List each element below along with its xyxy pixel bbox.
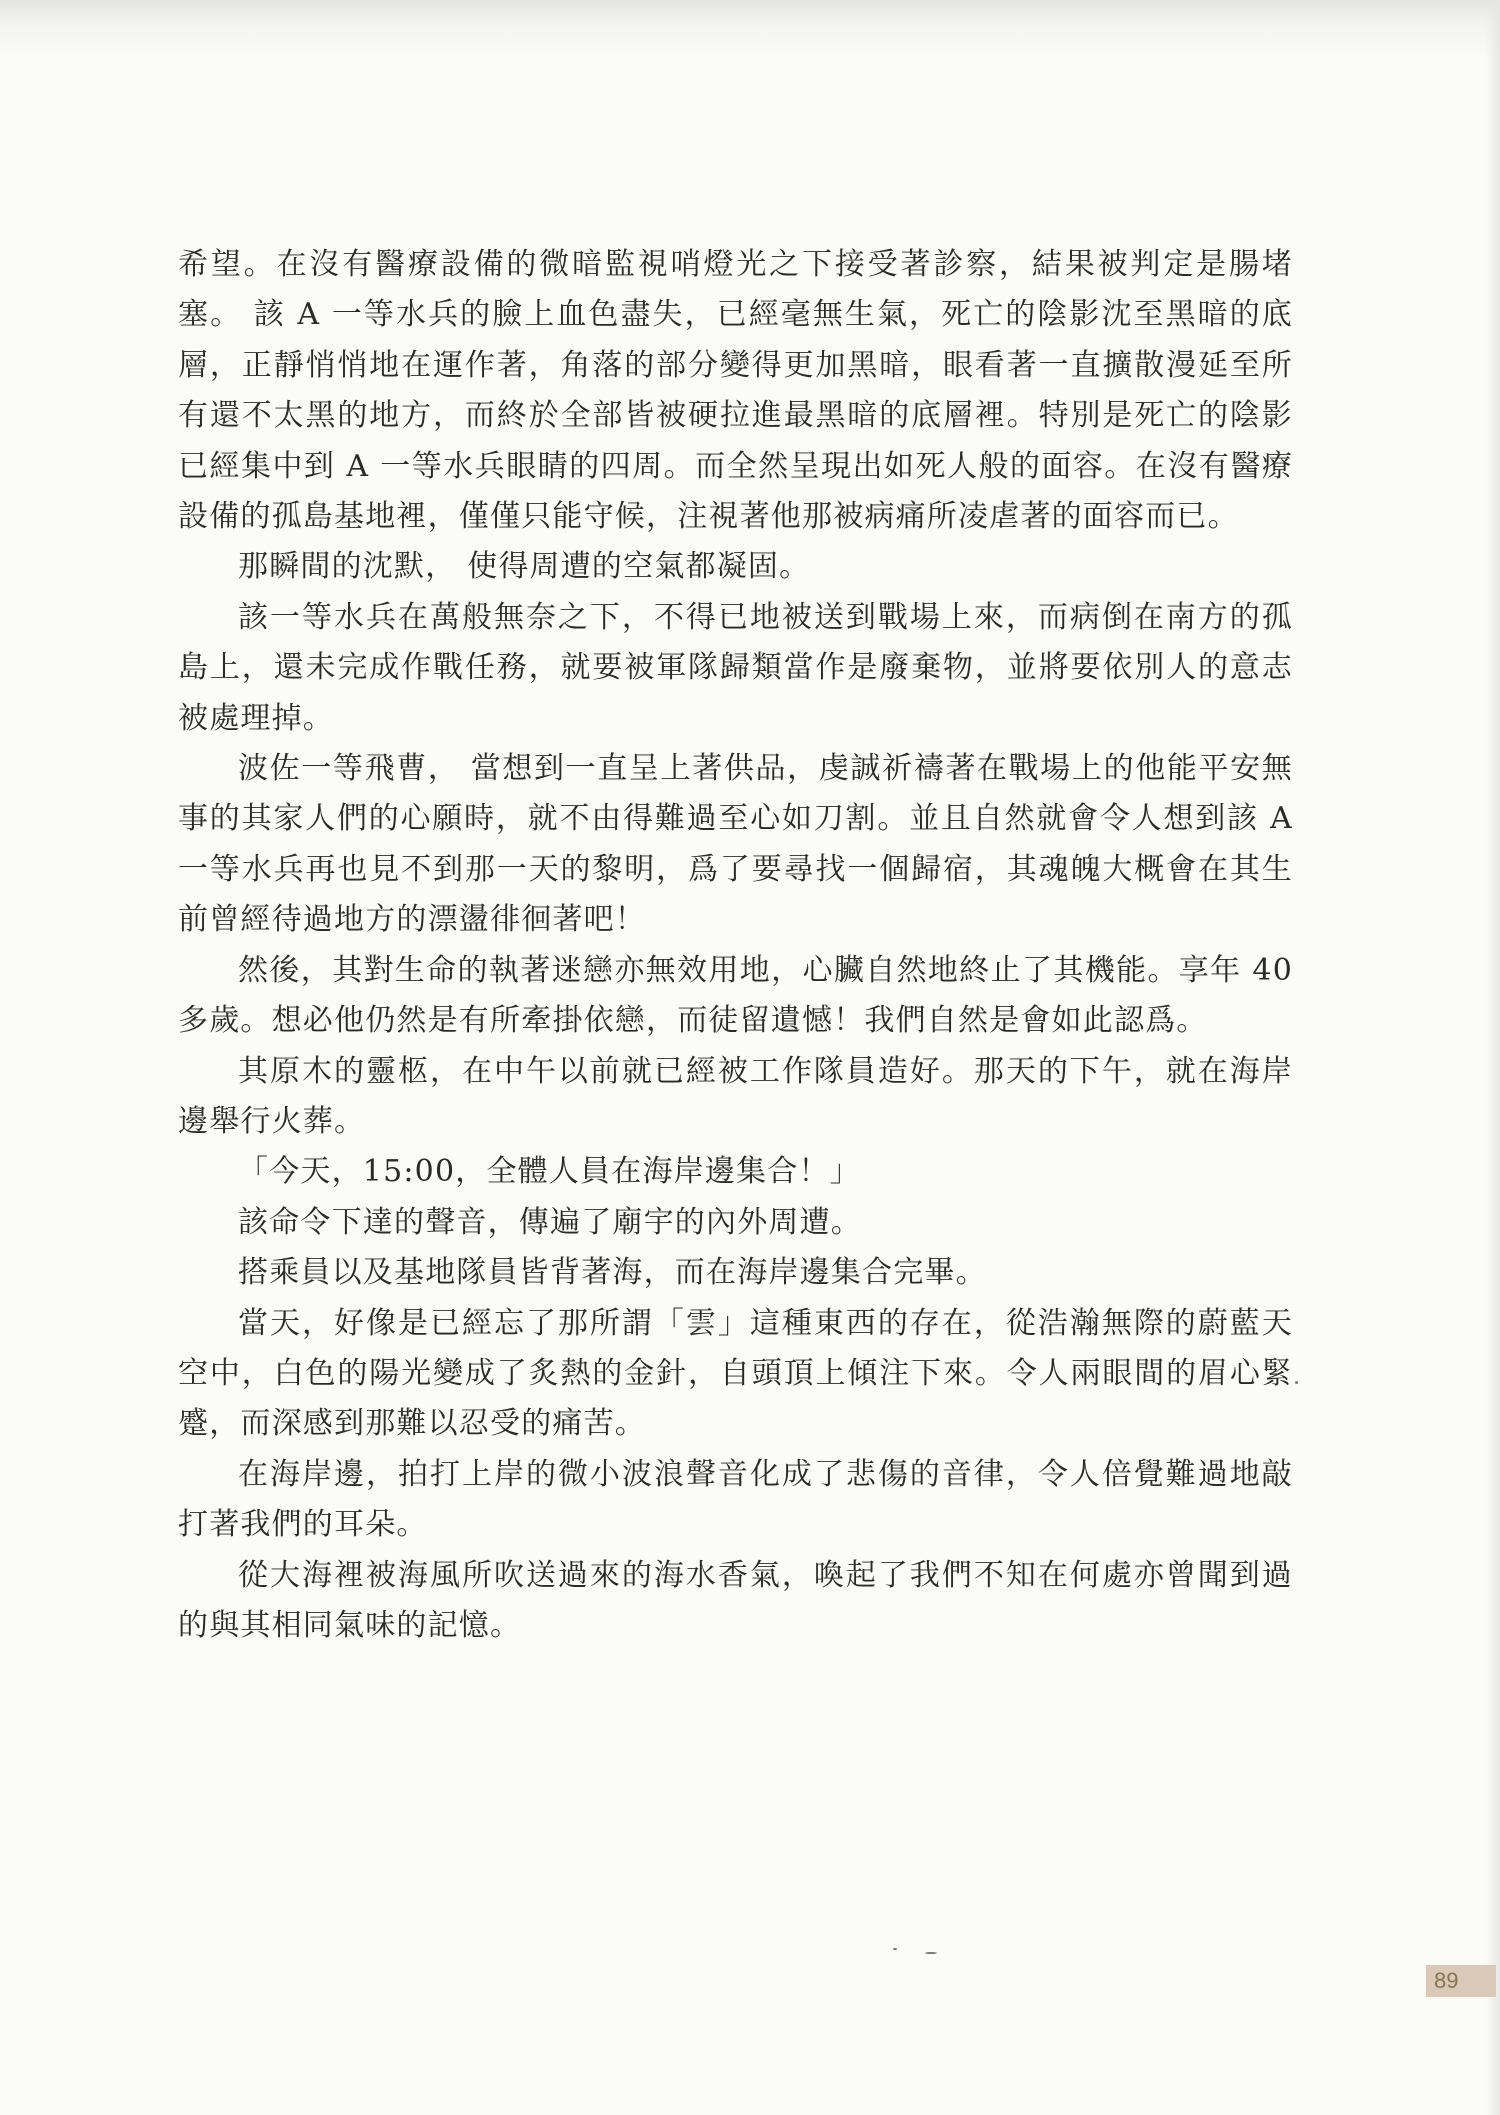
paragraph: 希望。在沒有醫療設備的微暗監視哨燈光之下接受著診察，結果被判定是腸堵塞。 該 A 一等水兵的臉上血色盡失，已經毫無生氣，死亡的陰影沈至黑暗的底層，正靜悄悄地在運作著，角落的部分變得更加黑暗，眼看著一直擴散漫延至所有還不太黑的地方，而終於全部皆被硬拉進最黑暗的底層裡。特別是死亡的陰影已經集中到 A 一等水兵眼睛的四周。而全然呈現出如死人般的面容。在沒有醫療設備的孤島基地裡，僅僅只能守候，注視著他那被病痛所凌虐著的面容而已。 (178, 247, 1293, 535)
scan-speck (893, 1948, 897, 1950)
paragraph: 從大海裡被海風所吹送過來的海水香氣，喚起了我們不知在何處亦曾聞到過的與其相同氣味的記憶。 (178, 1557, 1293, 1643)
paragraph: 該命令下達的聲音，傳遍了廟宇的內外周遭。 (238, 1204, 862, 1240)
paragraph: 其原木的靈柩，在中午以前就已經被工作隊員造好。那天的下午，就在海岸邊舉行火葬。 (178, 1053, 1293, 1139)
paragraph: 波佐一等飛曹， 當想到一直呈上著供品，虔誠祈禱著在戰場上的他能平安無事的其家人們的心願時，就不由得難過至心如刀割。並且自然就會令人想到該 A 一等水兵再也見不到那一天的黎明，爲了要尋找一個歸宿，其魂魄大概會在其生前曾經待過地方的漂盪徘徊著吧！ (178, 751, 1293, 938)
paragraph: 那瞬間的沈默， 使得周遭的空氣都凝固。 (238, 549, 811, 585)
scan-speck (925, 1952, 937, 1954)
scan-speck (1295, 1381, 1298, 1384)
body-text (178, 240, 1293, 1651)
page-number: 89 (1426, 1965, 1496, 1997)
paragraph: 該一等水兵在萬般無奈之下，不得已地被送到戰場上來，而病倒在南方的孤島上，還未完成作戰任務，就要被軍隊歸類當作是廢棄物，並將要依別人的意志被處理掉。 (178, 599, 1293, 736)
paragraph: 然後，其對生命的執著迷戀亦無效用地，心臟自然地終止了其機能。享年 40 多歲。想必他仍然是有所牽掛依戀，而徒留遺憾！我們自然是會如此認爲。 (178, 952, 1293, 1039)
paragraph: 當天，好像是已經忘了那所謂「雲」這種東西的存在，從浩瀚無際的蔚藍天空中，白色的陽光變成了炙熱的金針，自頭頂上傾注下來。令人兩眼間的眉心緊蹙，而深感到那難以忍受的痛苦。 (178, 1305, 1293, 1442)
paragraph: 搭乘員以及基地隊員皆背著海，而在海岸邊集合完畢。 (238, 1255, 987, 1291)
paragraph: 「今天，15:00，全體人員在海岸邊集合！」 (238, 1154, 861, 1190)
scan-edge-shadow (0, 0, 1500, 60)
scan-edge-right (1486, 0, 1500, 2115)
paragraph: 在海岸邊，拍打上岸的微小波浪聲音化成了悲傷的音律，令人倍覺難過地敲打著我們的耳朵。 (178, 1456, 1293, 1543)
